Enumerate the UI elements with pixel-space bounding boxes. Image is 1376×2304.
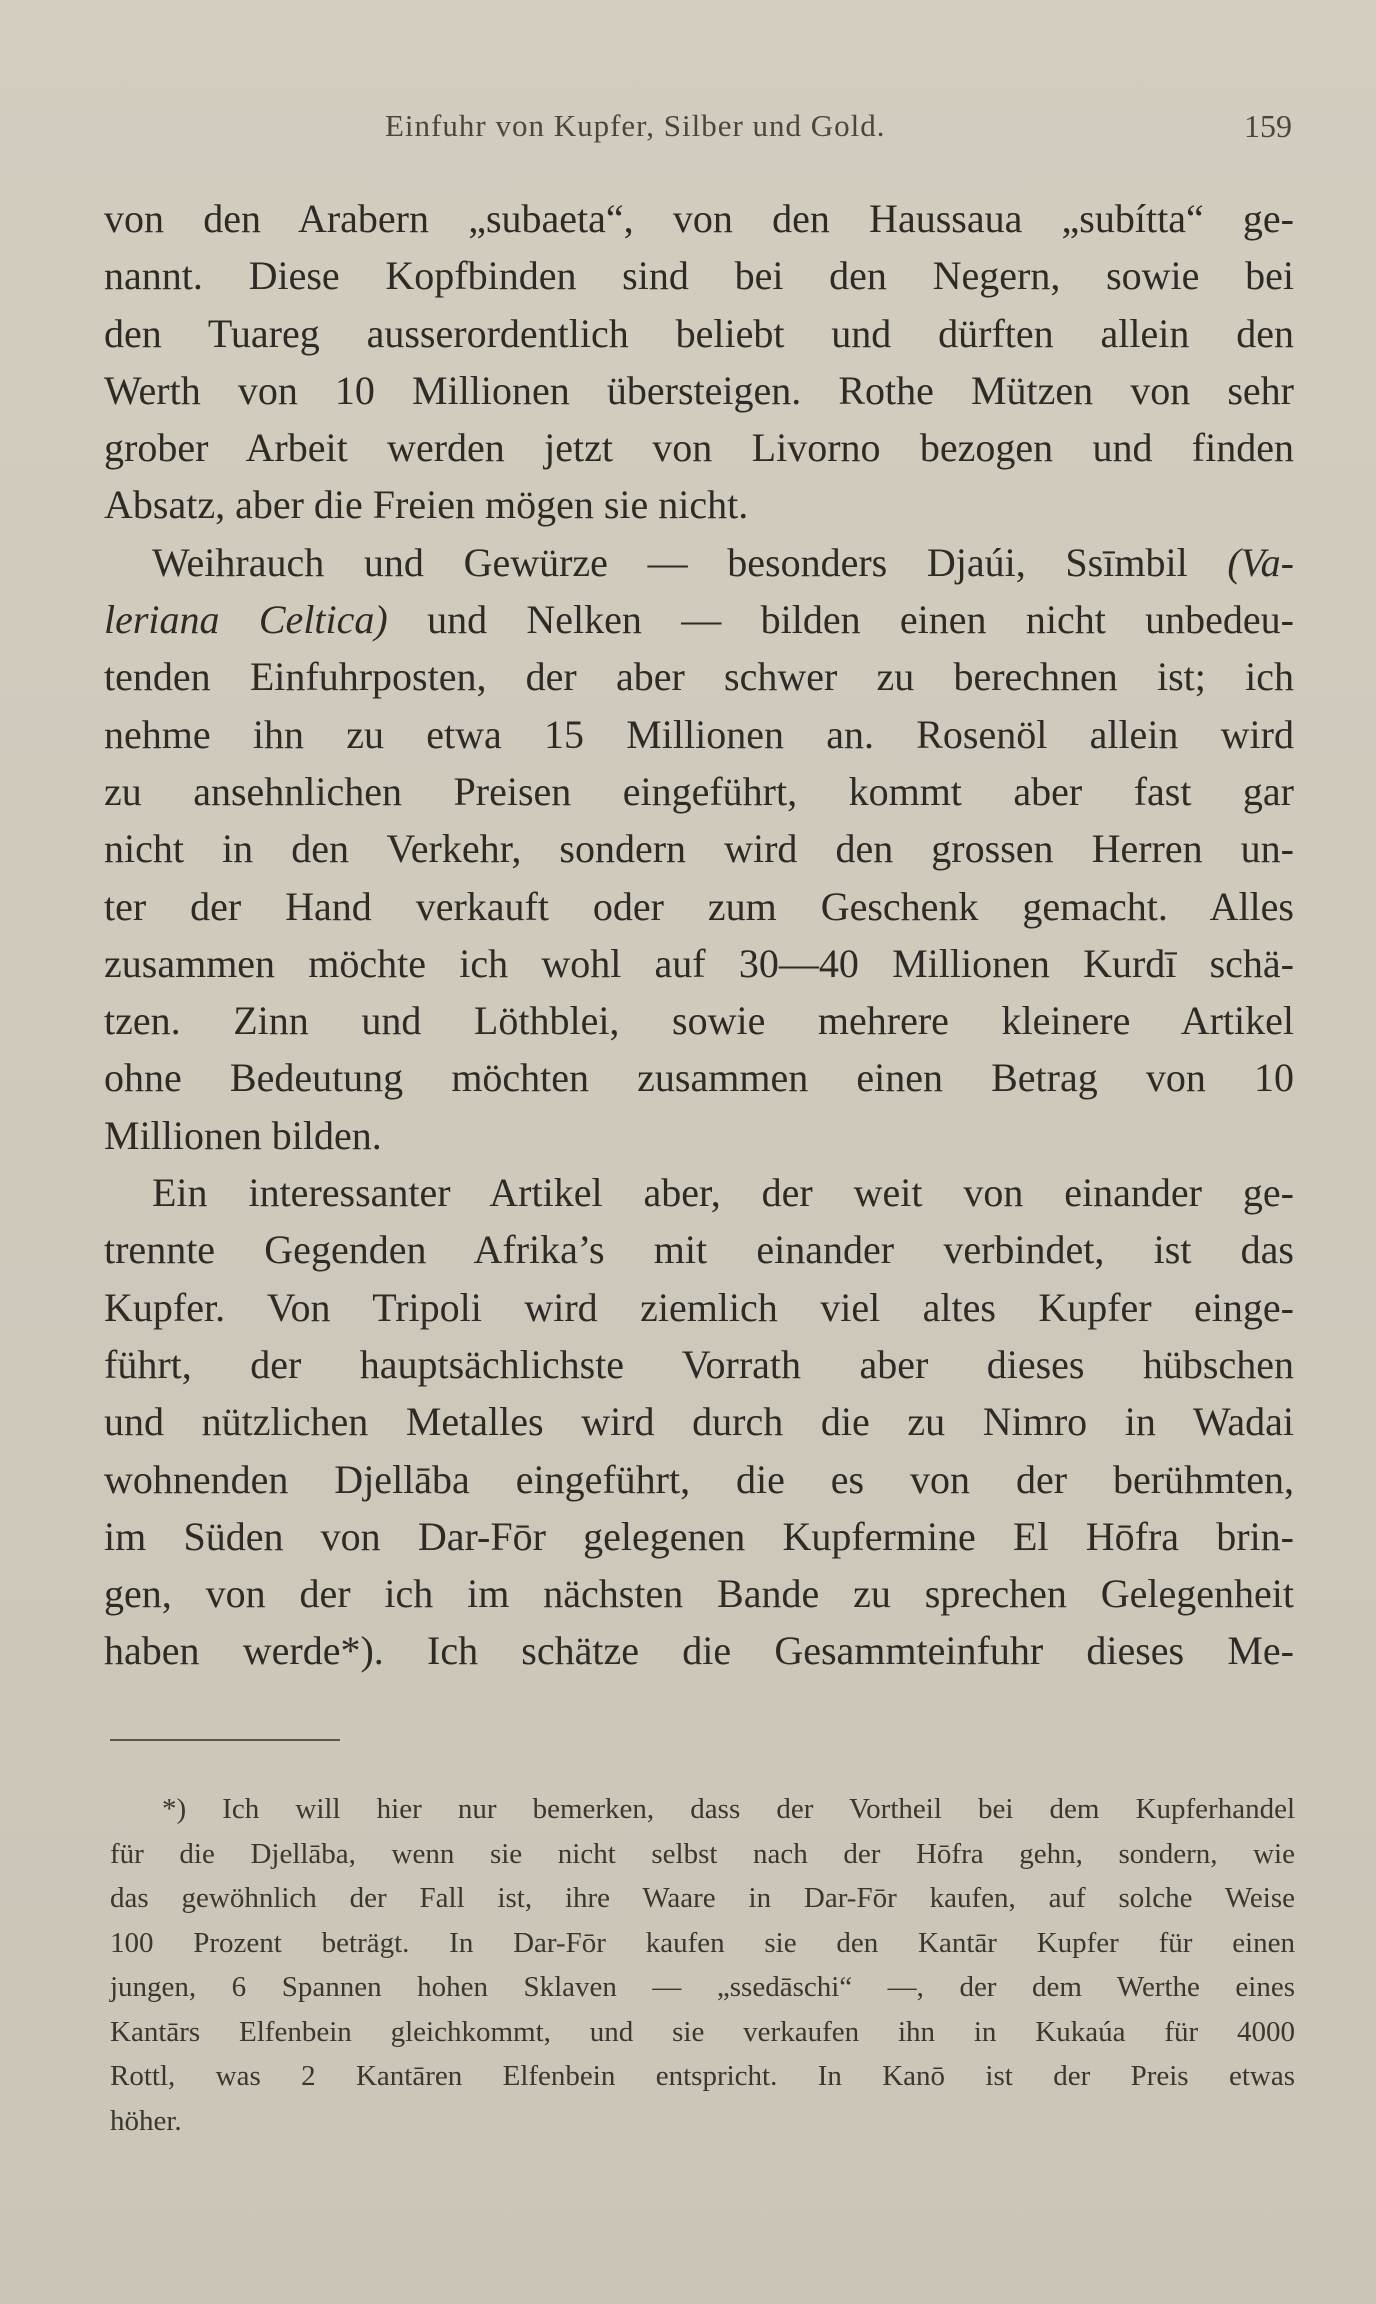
text-line: im Süden von Dar-Fōr gelegenen Kupfermine El Hōfra brin- [104, 1513, 1294, 1559]
text-line: trennte Gegenden Afrika’s mit einander verbindet, ist das [104, 1227, 1294, 1273]
text-line: zu ansehnlichen Preisen eingeführt, kommt aber fast gar [104, 768, 1294, 814]
footnote-line: Rottl, was 2 Kantāren Elfenbein entspricht. In Kanō ist der Preis etwas [110, 2060, 1295, 2092]
text-line: nicht in den Verkehr, sondern wird den grossen Herren un- [104, 826, 1294, 872]
text-line: Absatz, aber die Freien mögen sie nicht. [104, 482, 749, 528]
text-line: führt, der hauptsächlichste Vorrath aber dieses hübschen [104, 1341, 1294, 1387]
text-line-with-italic [104, 534, 1294, 591]
text-line: Millionen bilden. [104, 1112, 382, 1158]
text-line: Werth von 10 Millionen übersteigen. Rothe Mützen von sehr [104, 367, 1294, 413]
text-line: von den Arabern „subaeta“, von den Haussaua „subítta“ ge- [104, 196, 1294, 241]
text-line: ter der Hand verkauft oder zum Geschenk gemacht. Alles [104, 883, 1294, 929]
text-line: nannt. Diese Kopfbinden sind bei den Negern, sowie bei [104, 253, 1294, 299]
footnote-line: 100 Prozent beträgt. In Dar-Fōr kaufen sie den Kantār Kupfer für einen [110, 1926, 1295, 1959]
footnote-line: das gewöhnlich der Fall ist, ihre Waare in Dar-Fōr kaufen, auf solche Weise [110, 1882, 1295, 1914]
text-line: und nützlichen Metalles wird durch die zu Nimro in Wadai [104, 1399, 1294, 1445]
text-line: nehme ihn zu etwa 15 Millionen an. Rosenöl allein wird [104, 711, 1294, 757]
main-text [104, 190, 1294, 1680]
text-line: tzen. Zinn und Löthblei, sowie mehrere kleinere Artikel [104, 998, 1294, 1044]
text-line: ohne Bedeutung möchten zusammen einen Betrag von 10 [104, 1055, 1294, 1101]
text-line: wohnenden Djellāba eingeführt, die es von der berühmten, [104, 1456, 1294, 1502]
footnote-line: *) Ich will hier nur bemerken, dass der Vortheil bei dem Kupferhandel [162, 1793, 1295, 1825]
footnote-line: für die Djellāba, wenn sie nicht selbst nach der Hōfra gehn, sondern, wie [110, 1837, 1295, 1870]
footnote-line: Kantārs Elfenbein gleichkommt, und sie verkaufen ihn in Kukaúa für 4000 [110, 2015, 1295, 2048]
text-line: Kupfer. Von Tripoli wird ziemlich viel altes Kupfer einge- [104, 1284, 1294, 1330]
running-head: Einfuhr von Kupfer, Silber und Gold. [385, 108, 886, 143]
text-segment: Weihrauch und Gewürze — besonders Djaúi, Ssīmbil [152, 539, 1188, 585]
footnote-line: jungen, 6 Spannen hohen Sklaven — „ssedāschi“ —, der dem Werthe eines [110, 1971, 1295, 2003]
page-header [0, 108, 1376, 148]
footnote [110, 1787, 1295, 2143]
text-segment: und Nelken — bilden einen nicht unbedeu- [427, 597, 1294, 643]
text-line: gen, von der ich im nächsten Bande zu sprechen Gelegenheit [104, 1571, 1294, 1617]
text-line-with-italic [104, 591, 1294, 648]
page-number: 159 [1244, 108, 1292, 144]
footnote-divider [110, 1739, 340, 1741]
text-line: tenden Einfuhrposten, der aber schwer zu berechnen ist; ich [104, 654, 1294, 700]
text-line: den Tuareg ausserordentlich beliebt und dürften allein den [104, 310, 1294, 356]
text-line: haben werde*). Ich schätze die Gesammteinfuhr dieses Me- [104, 1628, 1294, 1674]
italic-term: leriana Celtica) [104, 597, 388, 643]
text-line: zusammen möchte ich wohl auf 30—40 Millionen Kurdī schä- [104, 940, 1294, 986]
text-line: grober Arbeit werden jetzt von Livorno bezogen und finden [104, 425, 1294, 471]
text-line: Ein interessanter Artikel aber, der weit von einander ge- [152, 1170, 1294, 1216]
footnote-line: höher. [110, 2104, 182, 2137]
italic-term: (Va- [1227, 539, 1294, 585]
